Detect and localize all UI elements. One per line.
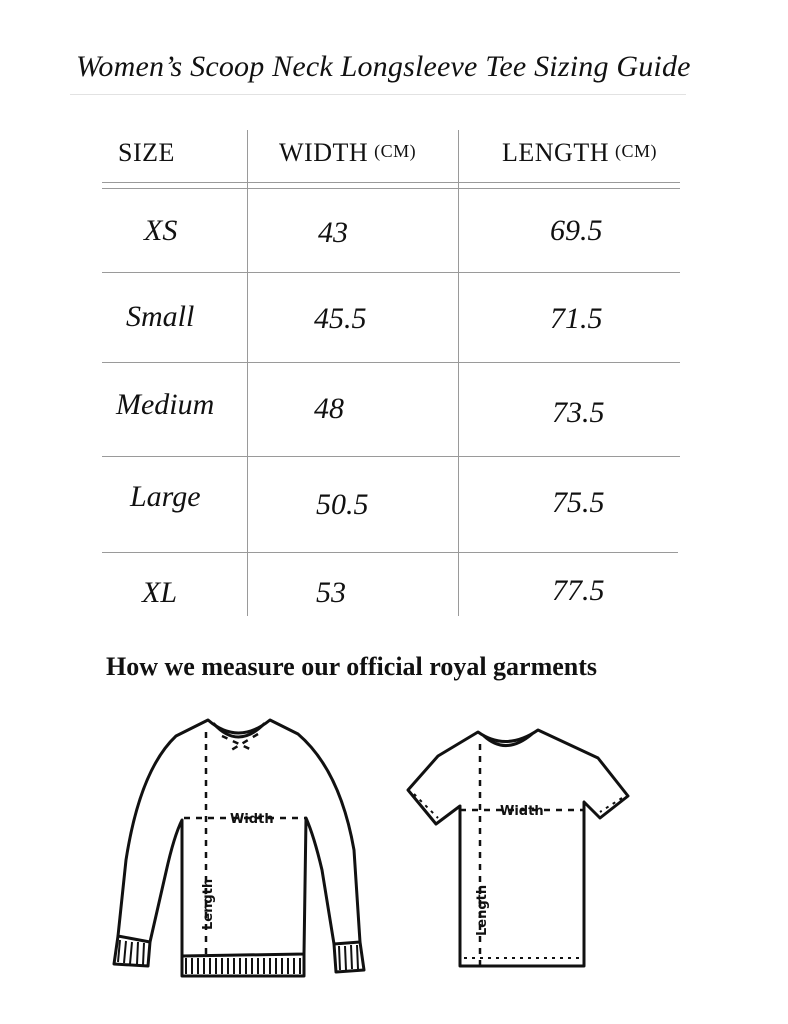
header-width	[279, 138, 416, 168]
size-cell: Large	[130, 480, 201, 513]
width-label: Width	[500, 804, 544, 819]
column-divider	[247, 130, 248, 616]
header-size	[118, 138, 175, 168]
header-size-label: SIZE	[118, 138, 175, 167]
length-label: Length	[475, 884, 490, 936]
row-divider	[102, 362, 680, 363]
row-divider	[102, 272, 680, 273]
tshirt-diagram	[402, 722, 638, 974]
header-length	[502, 138, 657, 168]
width-label: Width	[230, 812, 274, 827]
width-cell: 48	[314, 392, 344, 425]
length-cell: 69.5	[550, 214, 603, 247]
width-cell: 45.5	[314, 302, 367, 335]
width-cell: 53	[316, 576, 346, 609]
size-cell: Medium	[116, 388, 215, 421]
row-divider	[102, 552, 678, 553]
header-rule	[102, 182, 680, 183]
length-cell: 75.5	[552, 486, 605, 519]
size-cell: XL	[142, 576, 178, 609]
length-cell: 77.5	[552, 574, 605, 607]
size-table	[102, 130, 680, 616]
page-title: Women’s Scoop Neck Longsleeve Tee Sizing Guide	[76, 50, 691, 83]
length-label: Length	[201, 878, 216, 930]
width-cell: 50.5	[316, 488, 369, 521]
length-cell: 71.5	[550, 302, 603, 335]
tshirt-icon	[402, 722, 638, 974]
title-divider	[70, 94, 686, 95]
longsleeve-diagram	[100, 710, 370, 980]
column-divider	[458, 130, 459, 616]
width-cell: 43	[318, 216, 348, 249]
header-rule	[102, 188, 680, 189]
measure-heading: How we measure our official royal garments	[106, 652, 598, 681]
header-length-unit: (CM)	[614, 141, 657, 161]
header-width-unit: (CM)	[374, 141, 417, 161]
header-width-label: WIDTH	[279, 138, 369, 167]
size-cell: Small	[126, 300, 195, 333]
row-divider	[102, 456, 680, 457]
size-cell: XS	[144, 214, 178, 247]
length-cell: 73.5	[552, 396, 605, 429]
header-length-label: LENGTH	[502, 138, 609, 167]
longsleeve-icon	[100, 710, 370, 980]
